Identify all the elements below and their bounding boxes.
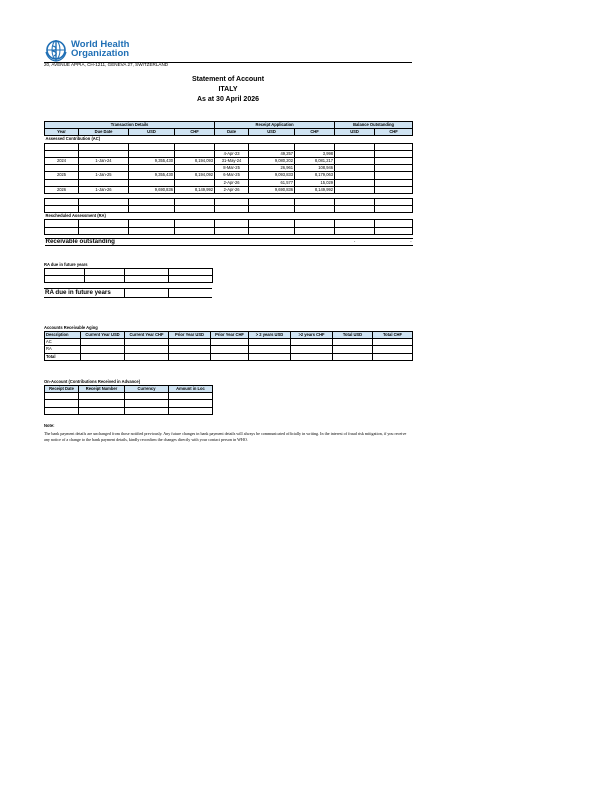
col-header: USD [129,129,175,136]
ac-section-label: Assessed Contribution (AC) [45,136,413,143]
aging-heading: Accounts Receivable Aging [44,325,98,330]
statement-rows [45,143,413,193]
statement-cell [375,172,413,179]
statement-cell: 26,961 [249,165,295,172]
org-address: 20, AVENUE APPIA, CH-1211, GENEVA 27, SWITZERLAND [44,62,169,67]
as-at-date: As at 30 April 2026 [197,96,259,103]
statement-cell [45,179,79,186]
col-header: Currency [125,386,169,393]
col-header: Due Date [79,129,129,136]
on-account-heading: On-Account (Contributions Received in Advance) [44,379,141,384]
col-header: Receipt Date [45,386,79,393]
statement-cell [375,179,413,186]
blank-row [45,198,413,205]
statement-cell: 1-Jan-25 [79,172,129,179]
statement-cell [335,165,375,172]
col-header: Description [45,332,81,339]
col-header: CHF [175,129,215,136]
blank-row [45,227,413,234]
statement-cell: 15,029 [295,179,335,186]
statement-cell [45,165,79,172]
statement-row [45,179,413,186]
ra-future-total-table [44,288,212,298]
col-header: CHF [375,129,413,136]
receivable-usd: - [335,238,375,245]
statement-cell: 3,998 [295,150,335,157]
col-header: Date [215,129,249,136]
statement-cell: 2024 [45,157,79,164]
col-header: USD [249,129,295,136]
statement-cell [129,179,175,186]
statement-cell: 4-Apr-23 [215,150,249,157]
who-emblem-icon [44,38,68,62]
statement-cell: 2026 [45,186,79,193]
statement-cell [335,157,375,164]
statement-cell: 2-Apr-26 [215,186,249,193]
col-header: CHF [295,129,335,136]
statement-cell [79,150,129,157]
statement-cell: 9,690,836 [249,186,295,193]
blank-row [45,407,213,414]
aging-row-label: AC [45,339,81,346]
statement-row [45,143,413,150]
statement-cell [335,150,375,157]
statement-cell [335,186,375,193]
statement-cell [215,143,249,150]
statement-cell: 9,355,430 [129,157,175,164]
statement-cell: 8,149,992 [175,186,215,193]
statement-cell [45,150,79,157]
statement-cell: 2025 [45,172,79,179]
statement-cell [335,172,375,179]
col-header: Total CHF [373,332,413,339]
statement-row [45,172,413,179]
statement-cell [295,143,335,150]
statement-cell: 9,690,836 [129,186,175,193]
note-text: The bank payment details are unchanged from those notified previously. Any future changes in bank payment details will always be communicated officially in writing. In the interest of fraud risk mitigation, if you receive any notice of a change to the bank payment details, kindly reconfirm the changes directly with your contact person in WHO. [44,431,407,442]
statement-cell: 8,194,093 [175,157,215,164]
statement-cell: 6-Mar-25 [215,172,249,179]
statement-cell [79,165,129,172]
statement-cell [175,179,215,186]
statement-cell [45,143,79,150]
statement-cell: 1-Jan-24 [79,157,129,164]
statement-cell: 9,355,430 [129,172,175,179]
group-header-balance: Balance Outstanding [335,122,413,129]
statement-cell: 8,149,992 [295,186,335,193]
aging-row [45,353,413,360]
statement-cell: 31-May-24 [215,157,249,164]
receivable-row [45,238,413,245]
ra-future-total-label: RA due in future years [44,289,124,298]
aging-table [44,331,413,361]
ra-future-heading: RA due in future years [44,262,88,267]
statement-cell [129,150,175,157]
col-header: Prior Year USD [169,332,211,339]
statement-cell [79,179,129,186]
statement-cell [249,143,295,150]
receivable-label: Receivable outstanding [45,238,335,245]
statement-cell: 8,194,092 [175,172,215,179]
receivable-chf: - [375,238,413,245]
col-header: > 2 years USD [249,332,291,339]
statement-cell [129,143,175,150]
col-header: USD [335,129,375,136]
blank-row [45,206,413,213]
col-header: >2 years CHF [291,332,333,339]
statement-cell: 8,179,063 [295,172,335,179]
statement-cell [375,165,413,172]
document-title: Statement of Account [191,76,265,83]
org-name-line2: Organization [71,48,130,59]
statement-row [45,157,413,164]
group-header-transaction: Transaction Details [45,122,215,129]
col-header: Current Year USD [81,332,125,339]
aging-row-label: RA [45,346,81,353]
org-name [71,40,129,58]
who-logo [44,38,164,62]
aging-row-label: Total [45,353,81,360]
statement-cell [175,165,215,172]
statement-cell: 49,257 [249,150,295,157]
statement-cell: 9,093,833 [249,172,295,179]
col-header: Receipt Number [79,386,125,393]
statement-table [44,121,413,246]
statement-cell: 2-Apr-26 [215,179,249,186]
col-header: Year [45,129,79,136]
statement-cell [175,143,215,150]
org-name-line1: World Health [71,39,130,50]
on-account-table [44,385,213,415]
blank-row [45,269,213,276]
aging-row [45,346,413,353]
blank-row [45,276,213,283]
col-header: Current Year CHF [125,332,169,339]
blank-row [45,220,413,227]
group-header-row [45,122,413,129]
on-account-header-row [45,386,213,393]
statement-cell: 1-Jan-26 [79,186,129,193]
col-header: Prior Year CHF [211,332,249,339]
ra-section-label: Rescheduled Assessment (RA) [45,213,413,220]
aging-row [45,339,413,346]
statement-row [45,150,413,157]
ra-future-table [44,268,213,283]
ra-future-total-usd [124,289,168,298]
blank-row [45,393,213,400]
statement-cell [375,150,413,157]
statement-cell [375,143,413,150]
statement-cell: 8-Mar-25 [215,165,249,172]
statement-cell [175,150,215,157]
statement-row [45,165,413,172]
group-header-receipt: Receipt Application [215,122,335,129]
country-name: ITALY [218,86,238,93]
aging-header-row [45,332,413,339]
statement-cell: 8,081,217 [295,157,335,164]
statement-cell [129,165,175,172]
statement-cell: 108,946 [295,165,335,172]
statement-cell [375,157,413,164]
statement-cell: 61,577 [249,179,295,186]
statement-row [45,186,413,193]
note-label: Note: [44,423,55,428]
statement-cell [335,143,375,150]
statement-cell: 9,080,202 [249,157,295,164]
statement-cell [335,179,375,186]
statement-cell [375,186,413,193]
statement-cell [79,143,129,150]
blank-row [45,400,213,407]
col-header: Total USD [333,332,373,339]
column-header-row [45,129,413,136]
ra-future-total-chf [168,289,212,298]
col-header: Amount in Loc [169,386,213,393]
